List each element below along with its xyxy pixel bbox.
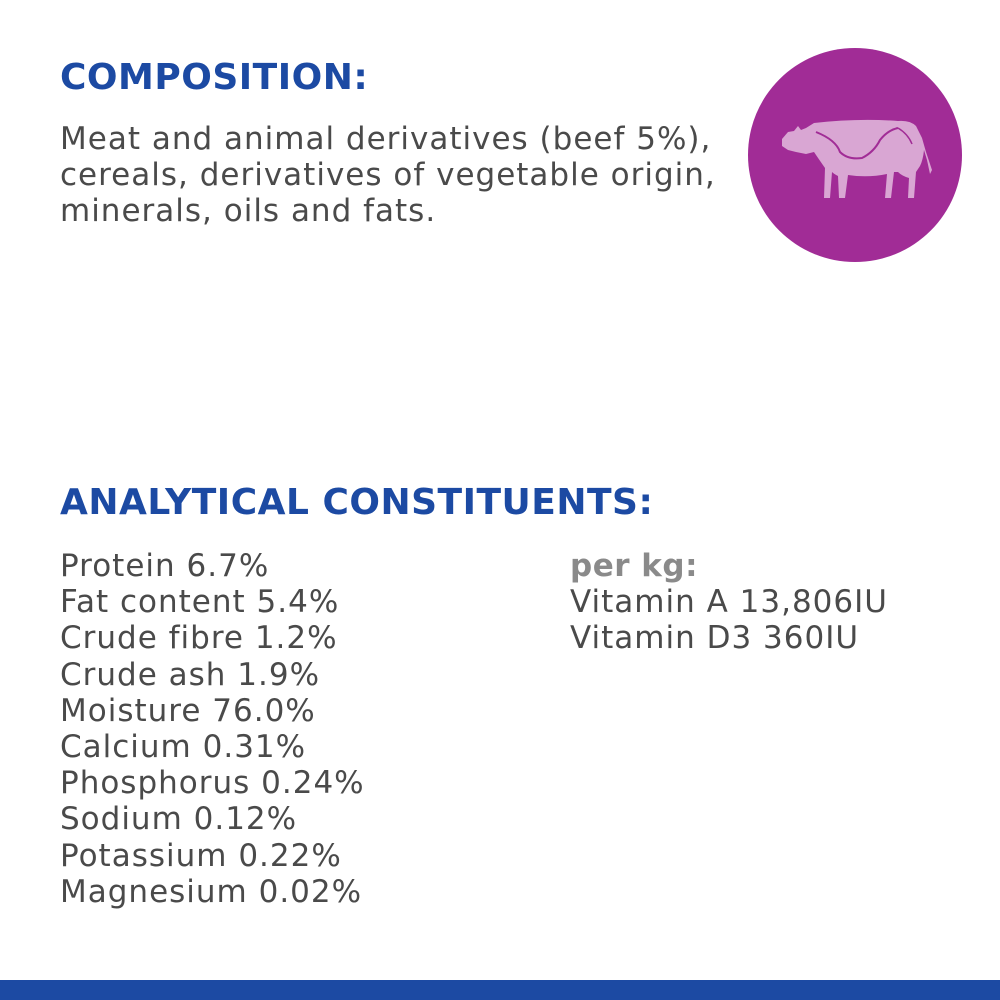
per-kg-block <box>570 548 888 657</box>
list-item: Crude ash 1.9% <box>60 656 321 693</box>
list-item: Fat content 5.4% <box>60 584 340 621</box>
list-item: Phosphorus 0.24% <box>60 765 365 802</box>
list-item: Vitamin D3 360IU <box>570 620 860 657</box>
beef-badge <box>748 48 962 262</box>
list-item: Protein 6.7% <box>60 548 270 584</box>
composition-text: Meat and animal derivatives (beef 5%), cereals, derivatives of vegetable origin, minerals, oils and fats. <box>60 121 716 229</box>
per-kg-list <box>570 584 888 656</box>
list-item: Crude fibre 1.2% <box>60 620 338 657</box>
composition-heading: COMPOSITION: <box>60 57 369 98</box>
list-item: Calcium 0.31% <box>60 729 307 766</box>
list-item: Sodium 0.12% <box>60 801 298 838</box>
per-kg-label: per kg: <box>570 548 698 584</box>
list-item: Magnesium 0.02% <box>60 873 363 910</box>
list-item: Moisture 76.0% <box>60 692 316 729</box>
analytical-heading: ANALYTICAL CONSTITUENTS: <box>60 482 654 523</box>
footer-bar <box>0 980 1000 1000</box>
constituents-list <box>60 548 365 910</box>
list-item: Vitamin A 13,806IU <box>570 584 888 621</box>
cow-icon <box>748 48 962 262</box>
list-item: Potassium 0.22% <box>60 837 342 874</box>
